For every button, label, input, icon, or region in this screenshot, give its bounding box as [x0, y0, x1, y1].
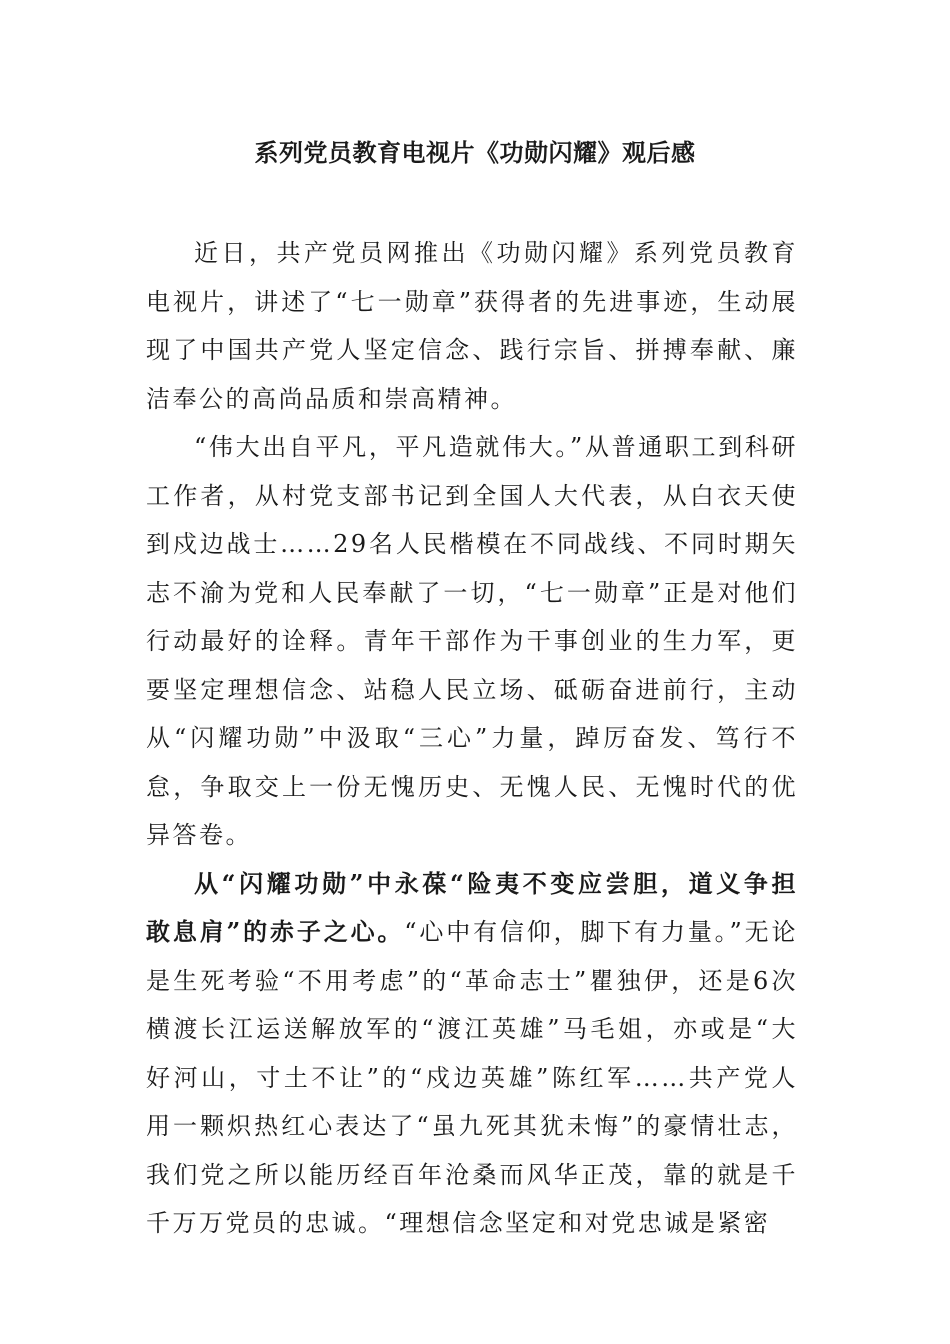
paragraph-intro: [146, 229, 798, 423]
paragraph-text: 近日，共产党员网推出《功勋闪耀》系列党员教育电视片，讲述了“七一勋章”获得者的先进事迹，生动展现了中国共产党人坚定信念、践行宗旨、拼搏奉献、廉洁奉公的高尚品质和崇高精神。: [146, 239, 798, 413]
paragraph-heading-emphasis: 从“闪耀功勋”中永葆“险夷不变应尝胆，道义争担敢息肩”的赤子之心。: [146, 868, 798, 946]
paragraph-third: [146, 860, 798, 1248]
document-title: 系列党员教育电视片《功勋闪耀》观后感: [254, 138, 696, 167]
paragraph-second: [146, 423, 798, 860]
paragraph-text: “心中有信仰，脚下有力量。”无论是生死考验“不用考虑”的“革命志士”瞿独伊，还是6次横渡长江运送解放军的“渡江英雄”马毛姐，亦或是“大好河山，寸土不让”的“戍边英雄”陈红军……共产党人用一颗炽热红心表达了“虽九死其犹未悔”的豪情壮志，我们党之所以能历经百年沧桑而风华正茂，靠的就是千千万万党员的忠诚。“理想信念坚定和对党忠诚是紧密: [146, 918, 798, 1237]
document-body: [146, 229, 798, 1248]
paragraph-text: “伟大出自平凡，平凡造就伟大。”从普通职工到科研工作者，从村党支部书记到全国人大代表，从白衣天使到戍边战士……29名人民楷模在不同战线、不同时期矢志不渝为党和人民奉献了一切，“七一勋章”正是对他们行动最好的诠释。青年干部作为干事创业的生力军，更要坚定理想信念、站稳人民立场、砥砺奋进前行，主动从“闪耀功勋”中汲取“三心”力量，踔厉奋发、笃行不怠，争取交上一份无愧历史、无愧人民、无愧时代的优异答卷。: [146, 433, 798, 849]
